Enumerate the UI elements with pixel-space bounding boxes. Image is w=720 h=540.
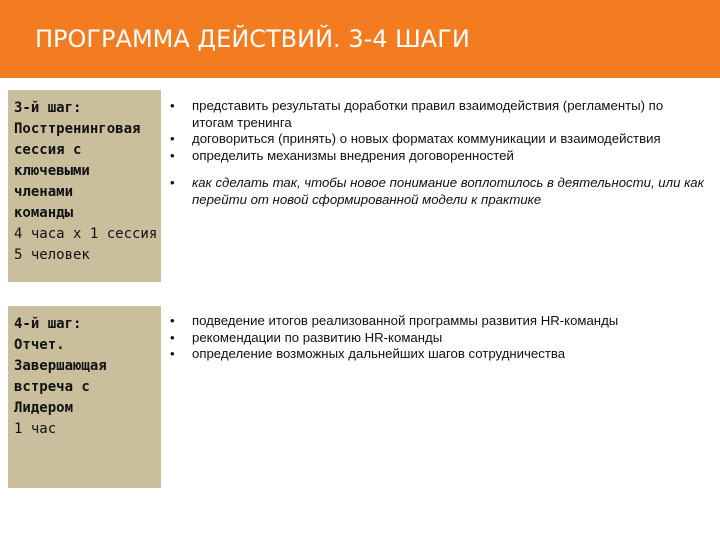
bullet-icon: • [170, 329, 175, 345]
bullet-text: определение возможных дальнейших шагов сотрудничества [192, 346, 566, 361]
step-3-title-line: сессия с [14, 142, 82, 158]
step-3-title-line: ключевыми [14, 163, 90, 179]
list-item [170, 346, 705, 363]
list-item [170, 313, 705, 330]
header-bar [0, 0, 720, 78]
bullet-text: подведение итогов реализованной программы развития HR-команды [192, 313, 619, 328]
bullet-icon: • [170, 131, 175, 146]
bullet-text: рекомендации по развитию HR-команды [192, 329, 443, 345]
list-item [170, 330, 705, 347]
step-4-title-line: Отчет. [14, 337, 65, 353]
step-4-title-line: Завершающая [14, 358, 107, 374]
step-3-box [8, 90, 161, 282]
step-3-title-line: членами [14, 184, 74, 200]
bullet-icon: • [170, 98, 175, 113]
step-4-title-line: встреча с [14, 379, 90, 395]
bullet-text: как сделать так, чтобы новое понимание воплотилось в деятельности, или как перейти от новой сформированной модели к практике [192, 175, 704, 207]
step-4-title-line: Лидером [14, 400, 74, 416]
bullet-text: определить механизмы внедрения договоренностей [192, 147, 514, 163]
bullet-icon: • [170, 175, 175, 190]
step-4-detail-line: 1 час [14, 421, 57, 437]
list-item [170, 175, 705, 208]
step-4-bullet-list [170, 313, 705, 363]
list-item [170, 131, 705, 148]
step-3-title-line: Посттренинговая [14, 121, 141, 137]
bullet-text: представить результаты доработки правил взаимодействия (регламенты) по итогам тренинга [192, 98, 664, 130]
step-4-title-line: 4-й шаг: [14, 316, 82, 332]
step-3-title-line: команды [14, 205, 74, 221]
bullet-text: договориться (принять) о новых форматах коммуникации и взаимодействия [192, 131, 661, 146]
step-3-title-line: 3-й шаг: [14, 100, 82, 116]
bullet-icon: • [170, 346, 175, 361]
page-title: ПРОГРАММА ДЕЙСТВИЙ. 3-4 ШАГИ [35, 25, 470, 53]
step-3-detail-line: 5 человек [14, 247, 90, 263]
bullet-icon: • [170, 147, 175, 163]
list-item [170, 148, 705, 165]
bullet-icon: • [170, 313, 175, 328]
list-item [170, 98, 705, 131]
step-4-box [8, 306, 161, 488]
step-3-bullet-list [170, 98, 705, 208]
step-3-detail-line: 4 часа х 1 сессия [14, 226, 158, 242]
